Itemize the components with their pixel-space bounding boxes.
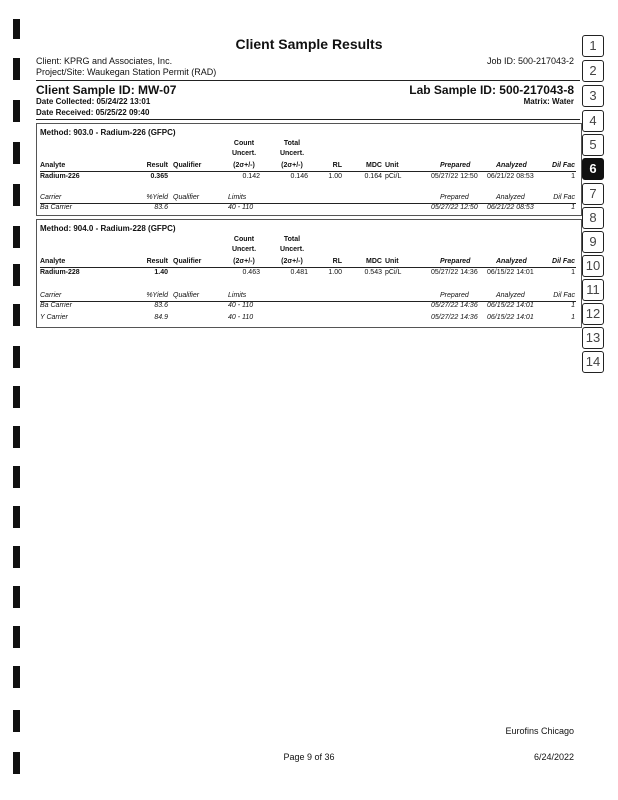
col-count: Count <box>233 236 255 243</box>
section-tab-10[interactable]: 10 <box>582 255 604 277</box>
lab-sample-id: Lab Sample ID: 500-217043-8 <box>409 83 574 97</box>
dil-fac-value: 1 <box>571 269 575 276</box>
section-tab-14[interactable]: 14 <box>582 351 604 373</box>
analyzed-value: 06/21/22 08:53 <box>487 173 534 180</box>
prepared-value: 05/27/22 14:36 <box>431 302 478 309</box>
carrier-name: Ba Carrier <box>40 204 72 211</box>
col-count: Count <box>233 140 255 147</box>
section-tab-1[interactable]: 1 <box>582 35 604 57</box>
carrier-name: Ba Carrier <box>40 302 72 309</box>
col-uncert: Uncert. <box>231 150 257 157</box>
col-limits: Limits <box>228 194 247 201</box>
prepared-value: 05/27/22 12:50 <box>431 204 478 211</box>
rl-value: 1.00 <box>328 173 342 180</box>
col-total: Total <box>283 236 301 243</box>
col-carrier: Carrier <box>40 194 62 201</box>
matrix: Matrix: Water <box>523 97 574 106</box>
col-yield: %Yield <box>146 194 168 201</box>
col-carrier: Carrier <box>40 292 62 299</box>
page-number: Page 9 of 36 <box>283 752 335 762</box>
col-qualifier: Qualifier <box>173 194 200 201</box>
col-result: Result <box>146 162 168 169</box>
col-analyzed: Analyzed <box>496 194 525 201</box>
col-total: Total <box>283 140 301 147</box>
analyte-name: Radium-226 <box>40 173 80 180</box>
col-prepared: Prepared <box>440 194 469 201</box>
col-qualifier: Qualifier <box>173 258 202 265</box>
mdc-value: 0.164 <box>364 173 382 180</box>
col-dil-fac: Dil Fac <box>553 292 575 299</box>
section-tab-12[interactable]: 12 <box>582 303 604 325</box>
result-value: 1.40 <box>154 269 168 276</box>
project-line: Project/Site: Waukegan Station Permit (RAD) <box>36 67 217 77</box>
method-title: Method: 903.0 - Radium-226 (GFPC) <box>40 128 176 137</box>
analyzed-value: 06/15/22 14:01 <box>487 269 534 276</box>
analyzed-value: 06/21/22 08:53 <box>487 204 534 211</box>
section-tab-4[interactable]: 4 <box>582 110 604 132</box>
section-tab-2[interactable]: 2 <box>582 60 604 82</box>
section-tab-7[interactable]: 7 <box>582 183 604 205</box>
col-analyzed: Analyzed <box>496 162 527 169</box>
col-mdc: MDC <box>366 162 382 169</box>
client-line: Client: KPRG and Associates, Inc. <box>36 56 173 66</box>
section-tab-9[interactable]: 9 <box>582 231 604 253</box>
col-uncert: Uncert. <box>279 150 305 157</box>
col-analyzed: Analyzed <box>496 292 525 299</box>
total-uncert-value: 0.481 <box>290 269 308 276</box>
col-unit: Unit <box>385 258 399 265</box>
col-sigma: (2σ+/-) <box>281 258 303 265</box>
yield-value: 83.6 <box>154 204 168 211</box>
col-dil-fac: Dil Fac <box>553 194 575 201</box>
col-unit: Unit <box>385 162 399 169</box>
client-sample-id: Client Sample ID: MW-07 <box>36 83 177 97</box>
prepared-value: 05/27/22 14:36 <box>431 314 478 321</box>
section-tab-5[interactable]: 5 <box>582 134 604 156</box>
col-yield: %Yield <box>146 292 168 299</box>
section-tab-8[interactable]: 8 <box>582 207 604 229</box>
col-result: Result <box>146 258 168 265</box>
mdc-value: 0.543 <box>364 269 382 276</box>
dil-fac-value: 1 <box>571 204 575 211</box>
prepared-value: 05/27/22 14:36 <box>431 269 478 276</box>
col-qualifier: Qualifier <box>173 292 200 299</box>
limits-value: 40 - 110 <box>228 204 254 211</box>
col-uncert: Uncert. <box>279 246 305 253</box>
col-sigma: (2σ+/-) <box>233 258 255 265</box>
job-id: Job ID: 500-217043-2 <box>486 56 574 66</box>
col-sigma: (2σ+/-) <box>233 162 255 169</box>
section-tab-6[interactable]: 6 <box>582 158 604 180</box>
col-qualifier: Qualifier <box>173 162 202 169</box>
rl-value: 1.00 <box>328 269 342 276</box>
col-prepared: Prepared <box>440 162 471 169</box>
col-sigma: (2σ+/-) <box>281 162 303 169</box>
yield-value: 83.6 <box>154 302 168 309</box>
col-prepared: Prepared <box>440 258 471 265</box>
yield-value: 84.9 <box>154 314 168 321</box>
col-rl: RL <box>332 258 342 265</box>
col-limits: Limits <box>228 292 247 299</box>
section-tab-11[interactable]: 11 <box>582 279 604 301</box>
method-title: Method: 904.0 - Radium-228 (GFPC) <box>40 224 176 233</box>
page-title: Client Sample Results <box>235 36 383 52</box>
unit-value: pCi/L <box>385 269 402 276</box>
unit-value: pCi/L <box>385 173 402 180</box>
col-analyte: Analyte <box>40 258 66 265</box>
carrier-name: Y Carrier <box>40 314 68 321</box>
total-uncert-value: 0.146 <box>290 173 308 180</box>
dil-fac-value: 1 <box>571 314 575 321</box>
limits-value: 40 - 110 <box>228 302 254 309</box>
prepared-value: 05/27/22 12:50 <box>431 173 478 180</box>
col-analyzed: Analyzed <box>496 258 527 265</box>
section-tab-13[interactable]: 13 <box>582 327 604 349</box>
footer-lab: Eurofins Chicago <box>505 726 574 736</box>
col-analyte: Analyte <box>40 162 66 169</box>
date-received: Date Received: 05/25/22 09:40 <box>36 108 150 117</box>
col-rl: RL <box>332 162 342 169</box>
col-dil-fac: Dil Fac <box>552 258 575 265</box>
col-prepared: Prepared <box>440 292 469 299</box>
col-uncert: Uncert. <box>231 246 257 253</box>
dil-fac-value: 1 <box>571 302 575 309</box>
date-collected: Date Collected: 05/24/22 13:01 <box>36 97 151 106</box>
col-dil-fac: Dil Fac <box>552 162 575 169</box>
footer-date: 6/24/2022 <box>533 752 574 762</box>
analyte-name: Radium-228 <box>40 269 80 276</box>
result-value: 0.365 <box>150 173 168 180</box>
count-uncert-value: 0.463 <box>242 269 260 276</box>
analyzed-value: 06/15/22 14:01 <box>487 314 534 321</box>
section-tab-3[interactable]: 3 <box>582 85 604 107</box>
dil-fac-value: 1 <box>571 173 575 180</box>
col-mdc: MDC <box>366 258 382 265</box>
limits-value: 40 - 110 <box>228 314 254 321</box>
count-uncert-value: 0.142 <box>242 173 260 180</box>
analyzed-value: 06/15/22 14:01 <box>487 302 534 309</box>
